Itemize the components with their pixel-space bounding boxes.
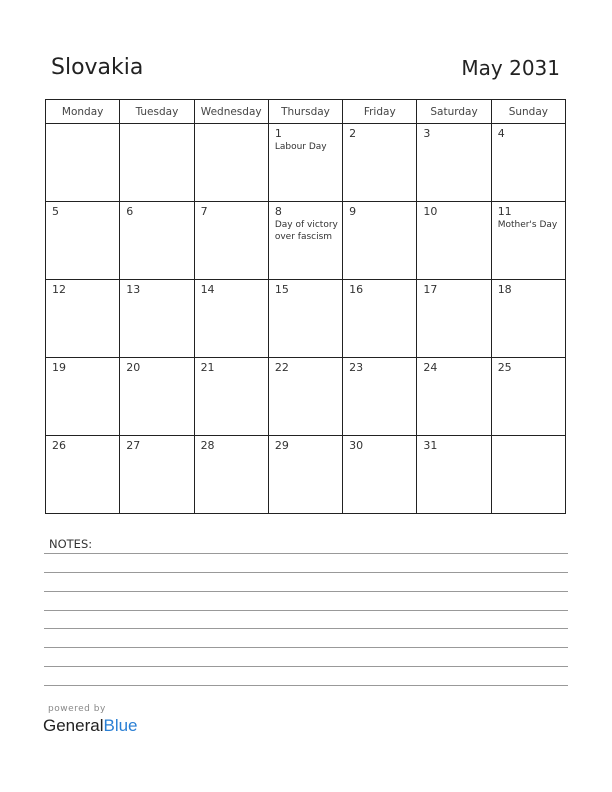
- day-cell: [417, 202, 491, 280]
- weekday-header: Friday: [343, 100, 417, 124]
- day-number: 12: [52, 283, 66, 296]
- day-number: 27: [126, 439, 141, 452]
- month-title: May 2031: [461, 56, 560, 80]
- day-number: 21: [200, 361, 215, 374]
- day-cell: [46, 280, 120, 358]
- day-cell: [417, 358, 491, 436]
- day-cell: [491, 280, 565, 358]
- day-cell: [120, 358, 194, 436]
- day-number: 20: [126, 361, 141, 374]
- day-cell: [343, 436, 417, 514]
- day-cell: [268, 436, 342, 514]
- day-number: 1: [274, 127, 282, 140]
- day-cell: [46, 124, 120, 202]
- day-number: 25: [497, 361, 512, 374]
- weekday-header: Saturday: [417, 100, 491, 124]
- weekday-header: Wednesday: [194, 100, 268, 124]
- week-row: [46, 124, 566, 202]
- logo-general: General: [43, 716, 104, 735]
- day-number: 23: [349, 361, 364, 374]
- day-number: 5: [52, 205, 59, 218]
- day-number: 24: [423, 361, 438, 374]
- holiday-label: Labour Day: [274, 142, 327, 152]
- day-number: 13: [126, 283, 141, 296]
- day-cell: [194, 202, 268, 280]
- day-number: 18: [497, 283, 512, 296]
- day-number: 14: [200, 283, 215, 296]
- week-row: [46, 436, 566, 514]
- notes-label: NOTES:: [49, 537, 93, 551]
- day-cell: [268, 280, 342, 358]
- day-number: 15: [274, 283, 289, 296]
- day-cell: [46, 202, 120, 280]
- country-title: Slovakia: [51, 55, 144, 80]
- day-cell: [491, 124, 565, 202]
- day-number: 30: [349, 439, 364, 452]
- notes-line: [44, 610, 568, 611]
- calendar-grid: [45, 99, 566, 514]
- weekday-header-row: [46, 100, 566, 124]
- day-cell: [417, 280, 491, 358]
- weekday-header: Sunday: [491, 100, 565, 124]
- day-cell: [343, 358, 417, 436]
- day-number: 8: [274, 205, 282, 218]
- day-cell: [343, 280, 417, 358]
- day-cell: [194, 358, 268, 436]
- day-cell: [268, 358, 342, 436]
- week-row: [46, 280, 566, 358]
- day-number: 19: [52, 361, 66, 374]
- notes-line: [44, 647, 568, 648]
- day-number: 10: [423, 205, 438, 218]
- day-number: 6: [126, 205, 134, 218]
- week-row: [46, 358, 566, 436]
- day-number: 22: [274, 361, 289, 374]
- notes-line: [44, 572, 568, 573]
- day-cell: [194, 436, 268, 514]
- day-cell: [120, 124, 194, 202]
- powered-by-text: powered by: [48, 704, 106, 714]
- day-number: 3: [423, 127, 431, 140]
- day-cell: [343, 202, 417, 280]
- day-cell: [194, 124, 268, 202]
- day-cell: [491, 436, 565, 514]
- logo-blue: Blue: [103, 716, 138, 735]
- day-cell: [268, 202, 342, 280]
- day-number: 31: [423, 439, 438, 452]
- day-cell: [491, 358, 565, 436]
- notes-line: [44, 685, 568, 686]
- day-number: 7: [200, 205, 208, 218]
- holiday-label: Mother's Day: [497, 220, 558, 230]
- weekday-header: Monday: [46, 100, 120, 124]
- generalblue-logo: [43, 716, 138, 736]
- day-cell: [194, 280, 268, 358]
- week-row: [46, 202, 566, 280]
- day-number: 2: [349, 127, 357, 140]
- day-cell: [417, 436, 491, 514]
- day-number: 26: [52, 439, 66, 452]
- day-cell: [491, 202, 565, 280]
- day-cell: [46, 436, 120, 514]
- day-number: 29: [274, 439, 289, 452]
- notes-line: [44, 628, 568, 629]
- day-number: 9: [349, 205, 357, 218]
- notes-line: [44, 553, 568, 554]
- day-number: 16: [349, 283, 364, 296]
- day-cell: [46, 358, 120, 436]
- day-cell: [417, 124, 491, 202]
- day-cell: [120, 202, 194, 280]
- day-cell: [343, 124, 417, 202]
- day-cell: [120, 436, 194, 514]
- weekday-header: Thursday: [268, 100, 342, 124]
- day-number: 28: [200, 439, 215, 452]
- weekday-header: Tuesday: [120, 100, 194, 124]
- notes-line: [44, 666, 568, 667]
- day-number: 17: [423, 283, 438, 296]
- day-cell: [120, 280, 194, 358]
- day-number: 4: [497, 127, 505, 140]
- holiday-label: Day of victory over fascism: [274, 220, 338, 242]
- day-cell: [268, 124, 342, 202]
- notes-line: [44, 591, 568, 592]
- day-number: 11: [497, 205, 512, 218]
